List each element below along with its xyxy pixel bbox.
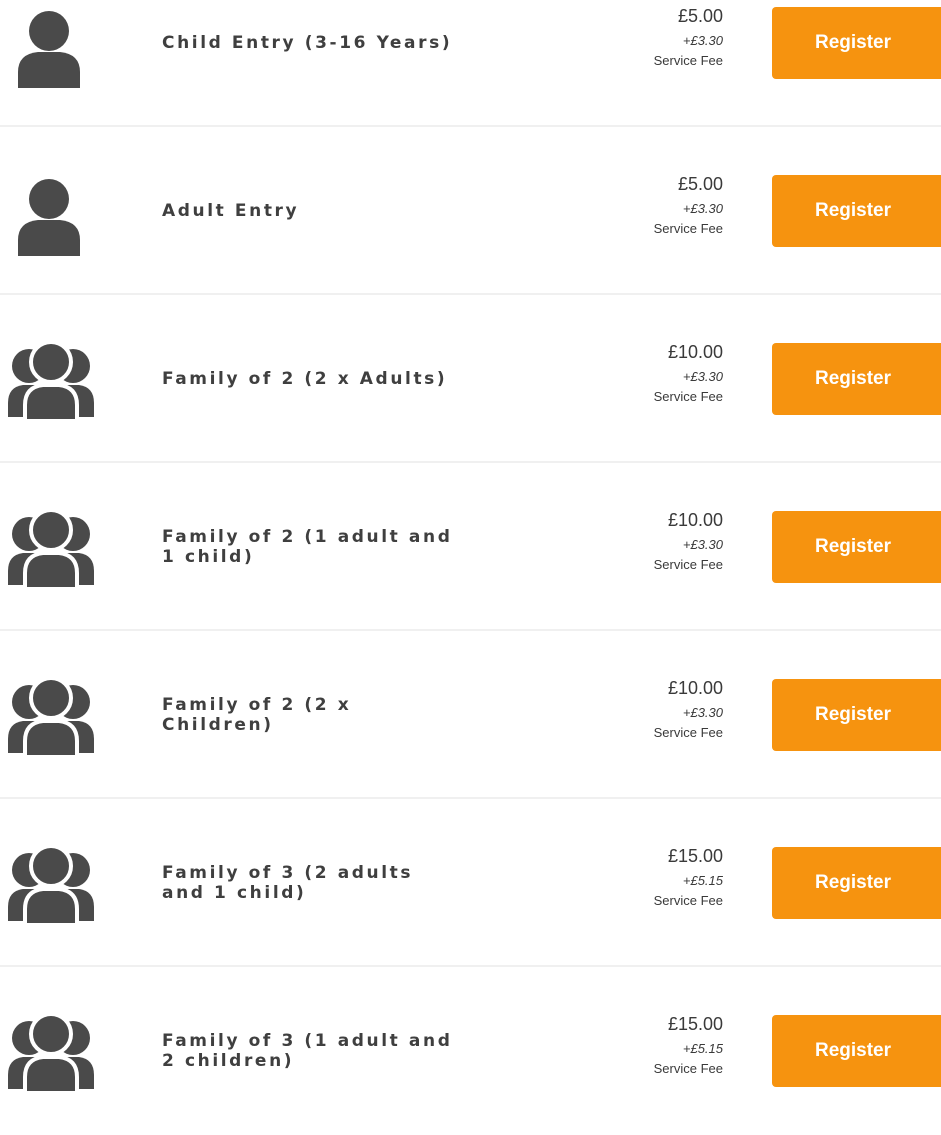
group-icon xyxy=(8,839,94,925)
service-fee-amount: +£5.15 xyxy=(682,873,723,888)
group-icon xyxy=(8,503,94,589)
ticket-row xyxy=(0,295,941,463)
register-button[interactable]: Register xyxy=(772,847,941,919)
ticket-title: Family of 3 (1 adult and 2 children) xyxy=(162,1031,453,1071)
ticket-price: £15.00 xyxy=(667,1014,723,1034)
ticket-row xyxy=(0,463,941,631)
register-button[interactable]: Register xyxy=(772,679,941,751)
ticket-price-block xyxy=(563,508,723,574)
group-icon xyxy=(8,1007,94,1093)
service-fee-label: Service Fee xyxy=(653,53,723,68)
ticket-price: £5.00 xyxy=(677,6,723,26)
ticket-price: £10.00 xyxy=(667,678,723,698)
ticket-price-block xyxy=(563,4,723,70)
service-fee-amount: +£3.30 xyxy=(682,201,723,216)
ticket-price-block xyxy=(563,340,723,406)
ticket-price-block xyxy=(563,172,723,238)
ticket-price-block xyxy=(563,1012,723,1078)
ticket-price: £10.00 xyxy=(667,342,723,362)
service-fee-label: Service Fee xyxy=(653,893,723,908)
register-button[interactable]: Register xyxy=(772,343,941,415)
ticket-price: £10.00 xyxy=(667,510,723,530)
register-button[interactable]: Register xyxy=(772,511,941,583)
service-fee-amount: +£3.30 xyxy=(682,537,723,552)
ticket-title: Family of 2 (2 x Children) xyxy=(162,695,352,735)
register-button[interactable]: Register xyxy=(772,175,941,247)
ticket-row xyxy=(0,631,941,799)
service-fee-label: Service Fee xyxy=(653,557,723,572)
ticket-title: Child Entry (3-16 Years) xyxy=(162,33,453,53)
ticket-price-block xyxy=(563,676,723,742)
service-fee-label: Service Fee xyxy=(653,725,723,740)
ticket-row xyxy=(0,0,941,127)
person-icon xyxy=(18,178,80,256)
ticket-price-block xyxy=(563,844,723,910)
ticket-title: Family of 3 (2 adults and 1 child) xyxy=(162,863,414,903)
service-fee-amount: +£3.30 xyxy=(682,705,723,720)
person-icon xyxy=(18,10,80,88)
ticket-price: £5.00 xyxy=(677,174,723,194)
register-button[interactable]: Register xyxy=(772,7,941,79)
service-fee-amount: +£5.15 xyxy=(682,1041,723,1056)
group-icon xyxy=(8,671,94,757)
service-fee-label: Service Fee xyxy=(653,1061,723,1076)
register-button[interactable]: Register xyxy=(772,1015,941,1087)
ticket-row xyxy=(0,799,941,967)
ticket-row xyxy=(0,967,941,1135)
service-fee-amount: +£3.30 xyxy=(682,33,723,48)
ticket-row xyxy=(0,127,941,295)
service-fee-amount: +£3.30 xyxy=(682,369,723,384)
group-icon xyxy=(8,335,94,421)
ticket-price: £15.00 xyxy=(667,846,723,866)
ticket-title: Family of 2 (2 x Adults) xyxy=(162,369,448,389)
service-fee-label: Service Fee xyxy=(653,389,723,404)
service-fee-label: Service Fee xyxy=(653,221,723,236)
ticket-title: Family of 2 (1 adult and 1 child) xyxy=(162,527,453,567)
ticket-title: Adult Entry xyxy=(162,201,300,221)
